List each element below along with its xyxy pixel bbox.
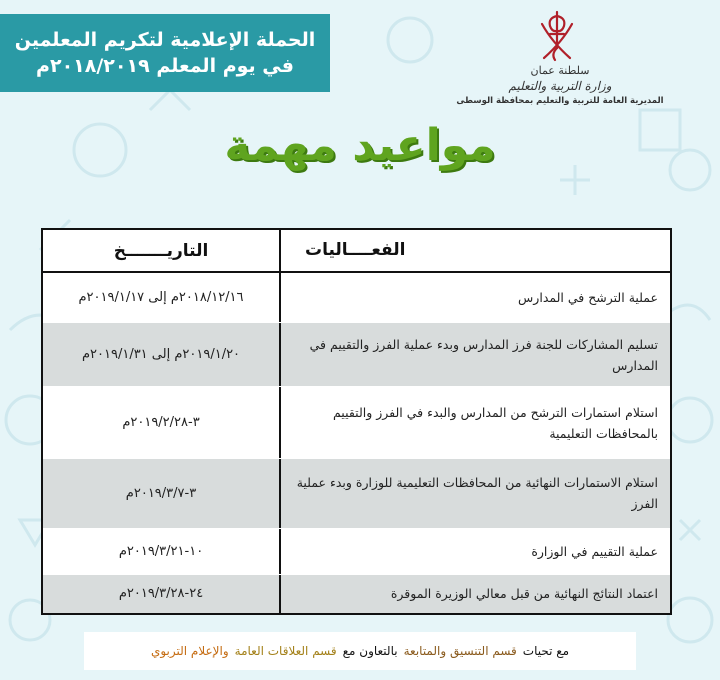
sultanate-name: سلطنة عمان (530, 64, 590, 77)
table-row (43, 387, 670, 459)
footer-dept-public-relations: قسم العلاقات العامة (234, 644, 337, 658)
table-row (43, 273, 670, 323)
schedule-table (41, 228, 672, 615)
date-cell: ٢٠١٩/١/٢٠م إلى ٢٠١٩/١/٣١م (81, 347, 241, 363)
header-date: التاريـــــــخ (113, 240, 209, 261)
activity-cell: تسليم المشاركات للجنة فرز المدارس وبدء عملية الفرز والتقييم في المدارس (279, 323, 670, 386)
directorate-name: المديرية العامة للتربية والتعليم بمحافظة الوسطى (456, 96, 664, 106)
ministry-header (440, 64, 680, 108)
campaign-banner (0, 14, 330, 92)
ministry-name: وزارة التربية والتعليم (508, 79, 612, 93)
banner-line-2: في يوم المعلم ٢٠١٨/٢٠١٩م (36, 55, 294, 77)
table-header (43, 230, 670, 273)
table-row (43, 323, 670, 387)
date-cell: ١٠-٢٠١٩/٣/٢١م (118, 543, 204, 559)
activity-cell: عملية الترشح في المدارس (279, 273, 670, 322)
footer-prefix: مع تحيات (522, 644, 570, 658)
date-cell: ٢٤-٢٠١٩/٣/٢٨م (118, 586, 204, 602)
header-activities: الفعــــاليات (279, 230, 670, 271)
activity-cell: استلام استمارات الترشح من المدارس والبدء في الفرز والتقييم بالمحافظات التعليمية (279, 387, 670, 458)
activity-cell: اعتماد النتائج النهائية من قبل معالي الوزيرة الموقرة (279, 575, 670, 613)
banner-line-1: الحملة الإعلامية لتكريم المعلمين (14, 29, 316, 51)
footer-dept-coordination: قسم التنسيق والمتابعة (403, 644, 517, 658)
page-title: مواعيد مهمة (224, 120, 496, 171)
footer-dept-media: والإعلام التربوي (150, 644, 229, 658)
table-row (43, 459, 670, 529)
table-row (43, 575, 670, 613)
date-cell: ٣-٢٠١٩/٢/٢٨م (122, 415, 200, 430)
activity-cell: عملية التقييم في الوزارة (279, 529, 670, 574)
oman-emblem-icon (536, 8, 578, 66)
date-cell: ٣-٢٠١٩/٣/٧م (125, 485, 197, 501)
table-row (43, 529, 670, 575)
activity-cell: استلام الاستمارات النهائية من المحافظات التعليمية للوزارة وبدء عملية الفرز (279, 459, 670, 528)
footer-credits (84, 632, 636, 670)
date-cell: ٢٠١٨/١٢/١٦م إلى ٢٠١٩/١/١٧م (78, 290, 244, 306)
footer-collaboration: بالتعاون مع (342, 644, 398, 658)
